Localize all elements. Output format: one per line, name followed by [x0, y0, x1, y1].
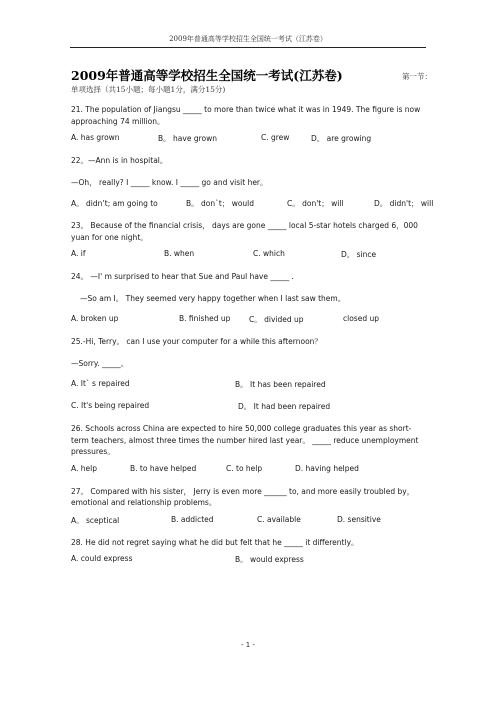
option-d: D. sensitive — [337, 514, 381, 524]
question-23-options — [71, 249, 427, 261]
option-d: D。 It had been repaired — [238, 402, 331, 411]
option-a: A. has grown — [71, 133, 120, 142]
section-label: 第一节： — [402, 72, 432, 81]
option-d: D. having helped — [295, 463, 359, 473]
question-23-stem: 23。 Because of the financial crisis， days are gone _____ local 5-star hotels charged 6，000 yuan for one night。 — [71, 221, 418, 242]
option-b: B. when — [164, 249, 195, 258]
exam-title: 2009年普通高等学校招生全国统一考试(江苏卷) — [71, 68, 343, 83]
header-rule — [70, 47, 426, 48]
option-b: B。 would express — [235, 555, 304, 564]
option-c: C. grew — [261, 133, 290, 142]
exam-content — [71, 62, 434, 576]
question-25-options-row1 — [71, 379, 427, 391]
option-a: A. broken up — [71, 314, 119, 323]
option-a: A. It` s repaired — [71, 379, 130, 388]
question-27-stem: 27。 Compared with his sister， Jerry is even more ______ to, and more easily troubled by，emotional and relationship problems。 — [71, 486, 415, 507]
option-c: C. It's being repaired — [71, 401, 150, 410]
question-22-options — [71, 198, 434, 210]
question-25-options-row2 — [71, 401, 427, 413]
option-d: D。 didn't； will — [374, 199, 434, 208]
instructions: 单项选择（共15小题；每小题1分，满分15分) — [71, 85, 226, 94]
question-26-stem: 26. Schools across China are expected to hire 50,000 college graduates this year as short-term teachers, almost three times the number hired last year。 _____ reduce unemployment pressures。 — [71, 424, 419, 456]
option-c: C。 divided up — [249, 315, 304, 324]
running-header: 2009年普通高等学校招生全国统一考试（江苏卷） — [169, 35, 327, 43]
option-a: A. if — [71, 249, 86, 258]
question-24-line1: 24。 —I' m surprised to hear that Sue and Paul have _____ . — [71, 272, 294, 281]
option-c: C. which — [253, 249, 285, 258]
question-21-stem: 21. The population of Jiangsu _____ to more than twice what it was in 1949. The figure is now approaching 74 million。 — [71, 105, 421, 126]
option-d: closed up — [343, 314, 379, 323]
option-b: B。 have grown — [158, 134, 217, 143]
option-c: C。 don't； will — [287, 199, 344, 208]
option-b: B. finished up — [179, 314, 231, 323]
question-25-line2: —Sorry. _____。 — [71, 358, 129, 368]
option-b: B。 It has been repaired — [235, 380, 326, 389]
question-28-options — [71, 554, 427, 566]
question-21-options — [71, 133, 427, 145]
option-c: C. to help — [226, 463, 263, 473]
option-b: B. to have helped — [130, 463, 197, 473]
title-row — [71, 62, 432, 83]
option-b: B。 don`t； would — [186, 199, 255, 208]
question-26-options — [71, 464, 427, 476]
question-25-line1: 25.-Hi, Terry。 can I use your computer for a while this afternoon？ — [71, 337, 322, 346]
option-a: A. help — [71, 463, 97, 473]
option-d: D。 are growing — [311, 134, 372, 143]
option-a: A。 sceptical — [71, 515, 120, 525]
question-24-options — [71, 314, 427, 326]
question-24-line2: —So am I。 They seemed very happy together when I last saw them。 — [80, 293, 346, 303]
question-28-stem: 28. He did not regret saying what he did but felt that he _____ it differently。 — [71, 537, 359, 547]
question-22-line2: —Oh， really? I _____ know. I _____ go and visit her。 — [71, 177, 268, 187]
option-a: A. could express — [71, 554, 133, 563]
option-c: C. available — [257, 514, 301, 524]
question-27-options — [71, 515, 427, 527]
option-d: D。 since — [341, 250, 377, 259]
question-22-line1: 22。—Ann is in hospital。 — [71, 156, 168, 165]
option-b: B. addicted — [171, 514, 214, 524]
option-a: A。 didn’t; am going to — [71, 199, 158, 208]
page-number: - 1 - — [241, 641, 255, 649]
